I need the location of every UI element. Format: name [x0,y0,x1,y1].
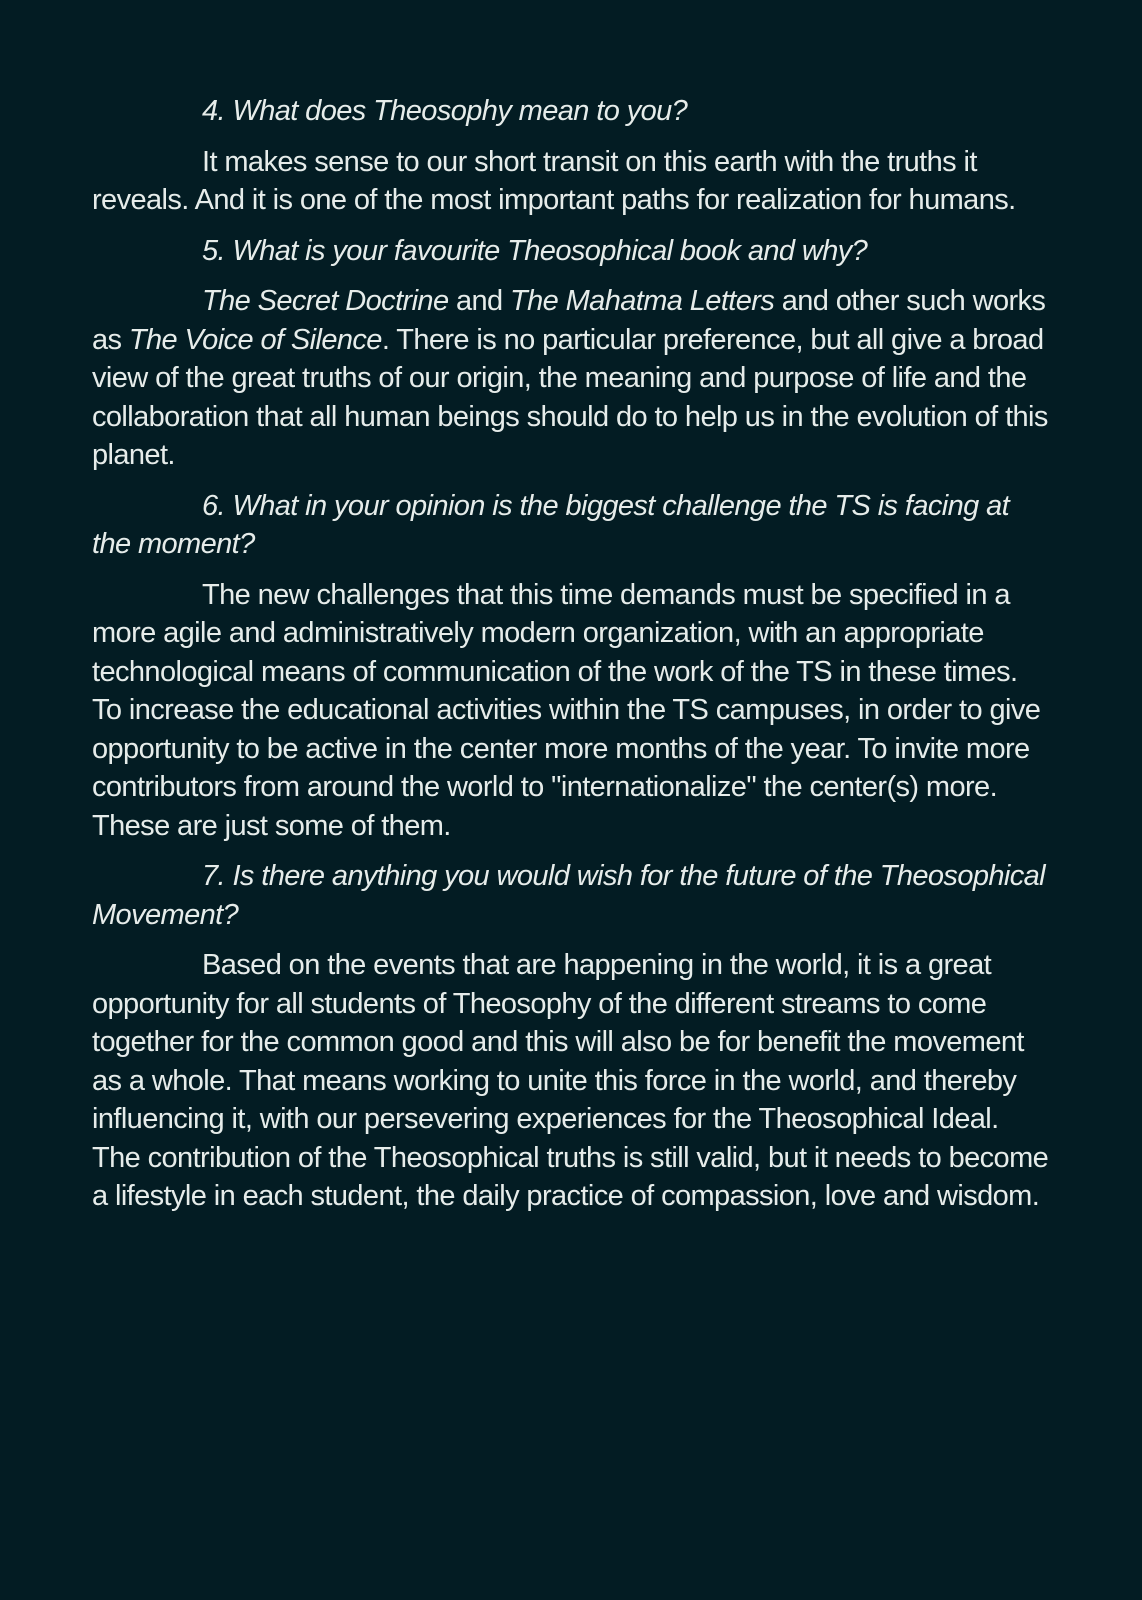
interview-answer [92,282,1052,475]
book-title: The Voice of Silence [128,323,382,356]
text-segment: 7. Is there anything you would wish for the future of the Theosophical Movement? [92,860,1046,931]
interview-answer [92,576,1052,846]
book-title: The Secret Doctrine [202,285,449,317]
text-segment: The new challenges that this time demands must be specified in a more agile and administratively modern organization, with an appropriate technological means of communication of the work of the TS in these times. To increase the educational activities within the TS campuses, in order to give opportunity to be active in the center more months of the year. To invite more contributors from around the world to "internationalize" the center(s) more. These are just some of them. [92,578,1041,842]
text-segment: and [448,285,510,317]
interview-answer [92,946,1052,1216]
text-segment: Based on the events that are happening in the world, it is a great opportunity for all students of Theosophy of the different streams to come together for the common good and this will also be for benefit the movement as a whole. That means working to unite this force in the world, and thereby influencing it, with our persevering experiences for the Theosophical Ideal. The contribution of the Theosophical truths is still valid, but it needs to become a lifestyle in each student, the daily practice of compassion, love and wisdom. [92,949,1049,1212]
text-segment: 5. What is your favourite Theosophical book and why? [202,234,868,267]
interview-question [92,487,1052,564]
text-segment: 6. What in your opinion is the biggest challenge the TS is facing at the moment? [92,489,1010,560]
text-segment: 4. What does Theosophy mean to you? [202,95,688,127]
interview-question [92,232,1052,271]
interview-question [92,857,1052,934]
interview-question [92,92,1052,131]
text-segment: It makes sense to our short transit on this earth with the truths it reveals. And it is one of the most important paths for realization for humans. [92,145,1016,216]
book-title: The Mahatma Letters [510,285,775,317]
interview-text [92,92,1052,1216]
text-segment: and other such works as [92,285,1046,356]
interview-answer [92,143,1052,220]
text-segment: . There is no particular preference, but all give a broad view of the great truths of our origin, the meaning and purpose of life and the collaboration that all human beings should do to help us in the evolution of this planet. [92,323,1048,471]
